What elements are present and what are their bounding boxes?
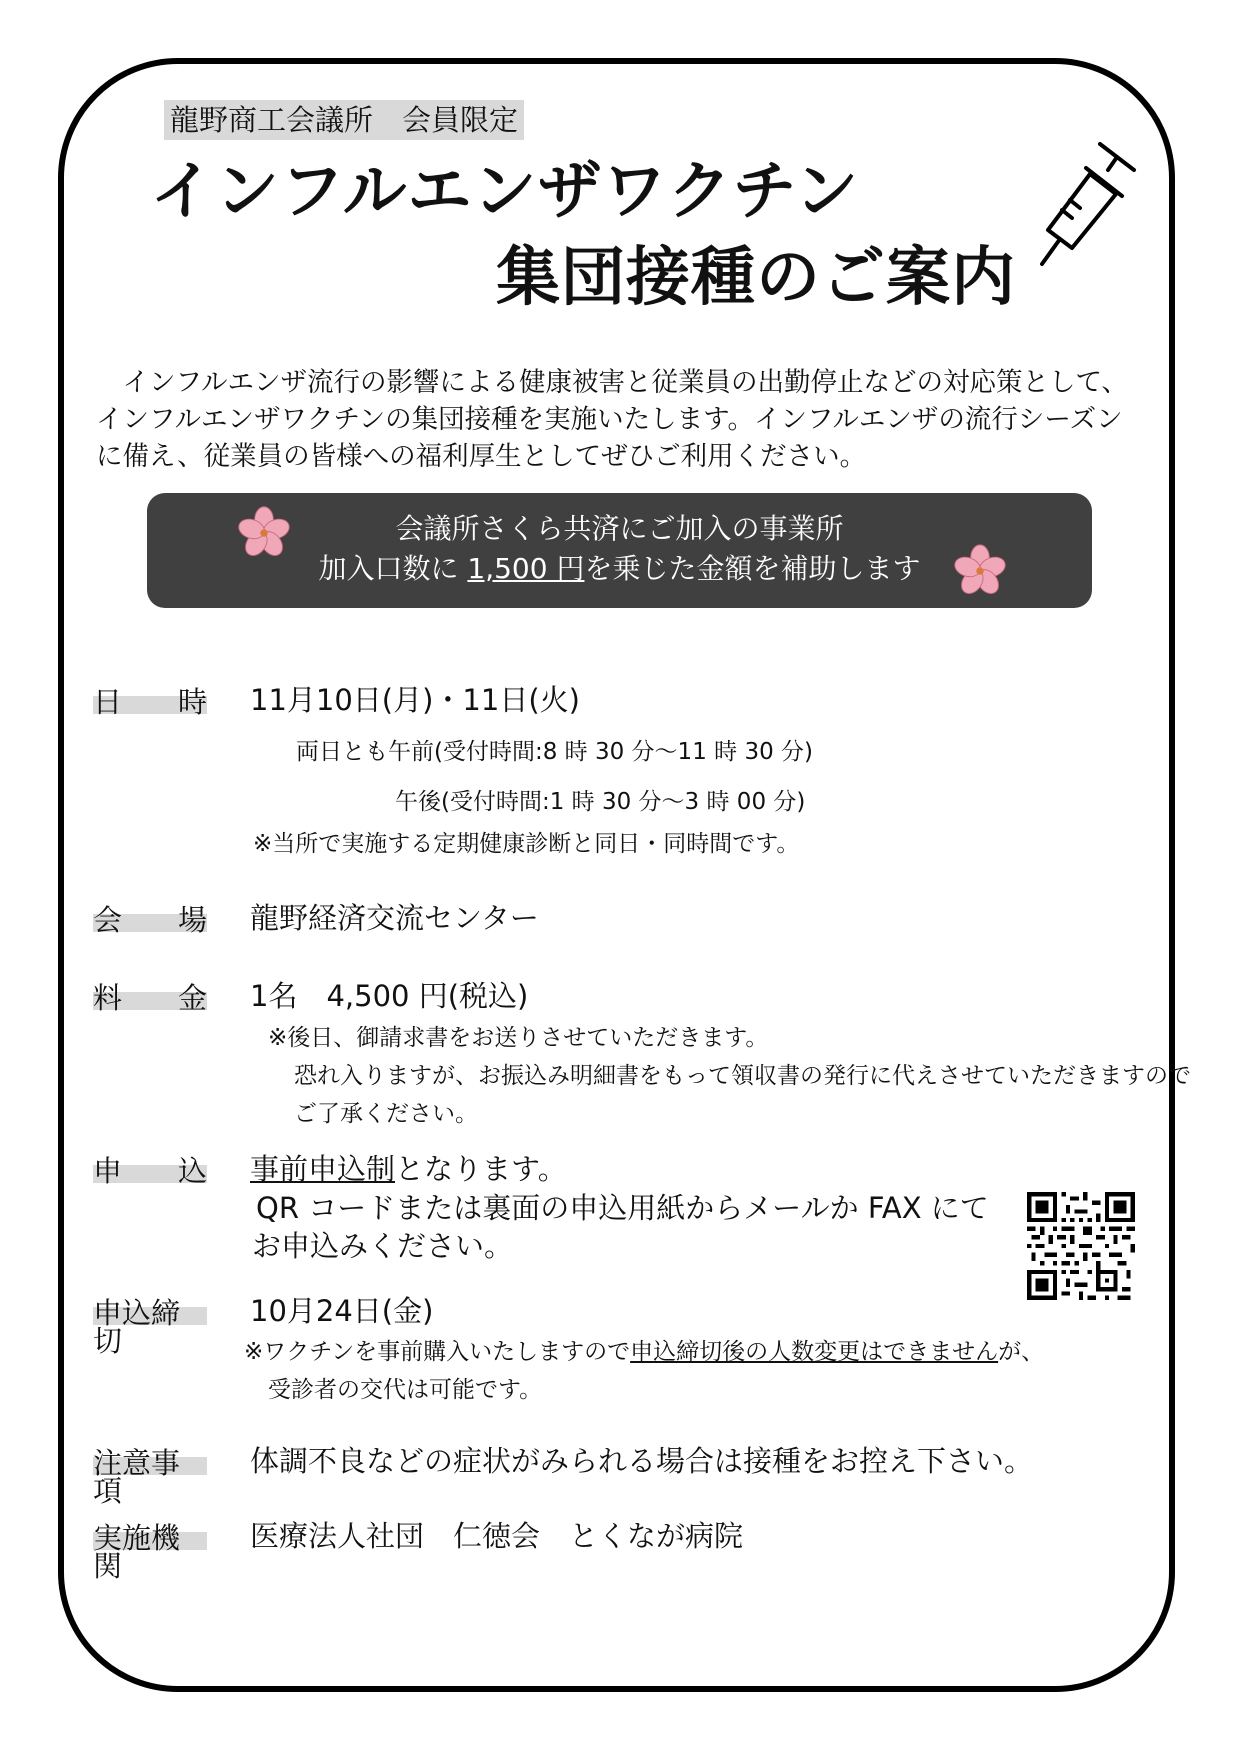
- intro-paragraph: [96, 364, 1166, 475]
- apply-line-2: QR コードまたは裏面の申込用紙からメールか FAX にて: [256, 1191, 989, 1225]
- caution-label: 注意事項: [93, 1449, 207, 1475]
- deadline-label: 申込締切: [93, 1299, 207, 1325]
- datetime-value: 11月10日(月)・11日(火): [250, 683, 580, 717]
- deadline-note-prefix: ※ワクチンを事前購入いたしますので: [244, 1339, 631, 1365]
- label-char: 申: [93, 1154, 123, 1188]
- apply-rest: となります。: [395, 1152, 567, 1186]
- qr-code[interactable]: [1027, 1192, 1135, 1300]
- deadline-note-suffix: が、: [998, 1339, 1045, 1365]
- label-char: 金: [177, 981, 207, 1015]
- banner-prefix: 加入口数に: [318, 552, 468, 585]
- apply-line-3: お申込みください。: [252, 1229, 514, 1263]
- title-line-2: 集団接種のご案内: [496, 241, 1016, 315]
- provider-value: 医療法人社団 仁徳会 とくなが病院: [250, 1519, 744, 1553]
- fee-label: [93, 981, 207, 1015]
- intro-line: インフルエンザ流行の影響による健康被害と従業員の出勤停止などの対応策として、: [96, 367, 1128, 398]
- provider-label: 実施機関: [93, 1524, 207, 1550]
- deadline-value: 10月24日(金): [250, 1294, 434, 1328]
- fee-note-1: ※後日、御請求書をお送りさせていただきます。: [268, 1025, 769, 1051]
- fee-note-2: 恐れ入りますが、お振込み明細書をもって領収書の発行に代えさせていただきますので: [294, 1063, 1191, 1089]
- syringe-icon: [1030, 140, 1140, 270]
- label-char: 込: [177, 1154, 207, 1188]
- fee-note-3: ご了承ください。: [294, 1101, 478, 1127]
- deadline-note-line-2: 受診者の交代は可能です。: [268, 1377, 543, 1403]
- sakura-flower-icon: [236, 505, 292, 561]
- title-line-1: インフルエンザワクチン: [150, 155, 860, 229]
- datetime-note: ※当所で実施する定期健康診断と同日・同時間です。: [253, 831, 800, 857]
- apply-underlined: 事前申込制: [250, 1152, 396, 1186]
- intro-line: に備え、従業員の皆様への福利厚生としてぜひご利用ください。: [96, 441, 867, 472]
- apply-value: [250, 1149, 567, 1189]
- organization-label: 龍野商工会議所 会員限定: [164, 100, 524, 140]
- datetime-am: 両日とも午前(受付時間:8 時 30 分～11 時 30 分): [296, 739, 813, 765]
- banner-line-1: 会議所さくら共済にご加入の事業所: [395, 512, 844, 545]
- intro-line: インフルエンザワクチンの集団接種を実施いたします。インフルエンザの流行シーズン: [96, 404, 1123, 435]
- fee-value: 1名 4,500 円(税込): [250, 979, 529, 1013]
- label-char: 会: [93, 903, 123, 937]
- deadline-note-underlined: 申込締切後の人数変更はできません: [630, 1339, 999, 1365]
- caution-value: 体調不良などの症状がみられる場合は接種をお控え下さい。: [250, 1444, 1034, 1478]
- venue-value: 龍野経済交流センター: [250, 901, 539, 935]
- deadline-note: [244, 1336, 1044, 1368]
- label-char: 時: [177, 685, 207, 719]
- datetime-pm: 午後(受付時間:1 時 30 分～3 時 00 分): [395, 789, 806, 815]
- banner-suffix: を乗じた金額を補助します: [584, 552, 921, 585]
- label-char: 料: [93, 981, 123, 1015]
- datetime-label: [93, 685, 207, 719]
- apply-label: [93, 1154, 207, 1188]
- sakura-flower-icon: [952, 543, 1008, 599]
- venue-label: [93, 903, 207, 937]
- banner-amount: 1,500 円: [467, 552, 585, 585]
- label-char: 場: [177, 903, 207, 937]
- label-char: 日: [93, 685, 123, 719]
